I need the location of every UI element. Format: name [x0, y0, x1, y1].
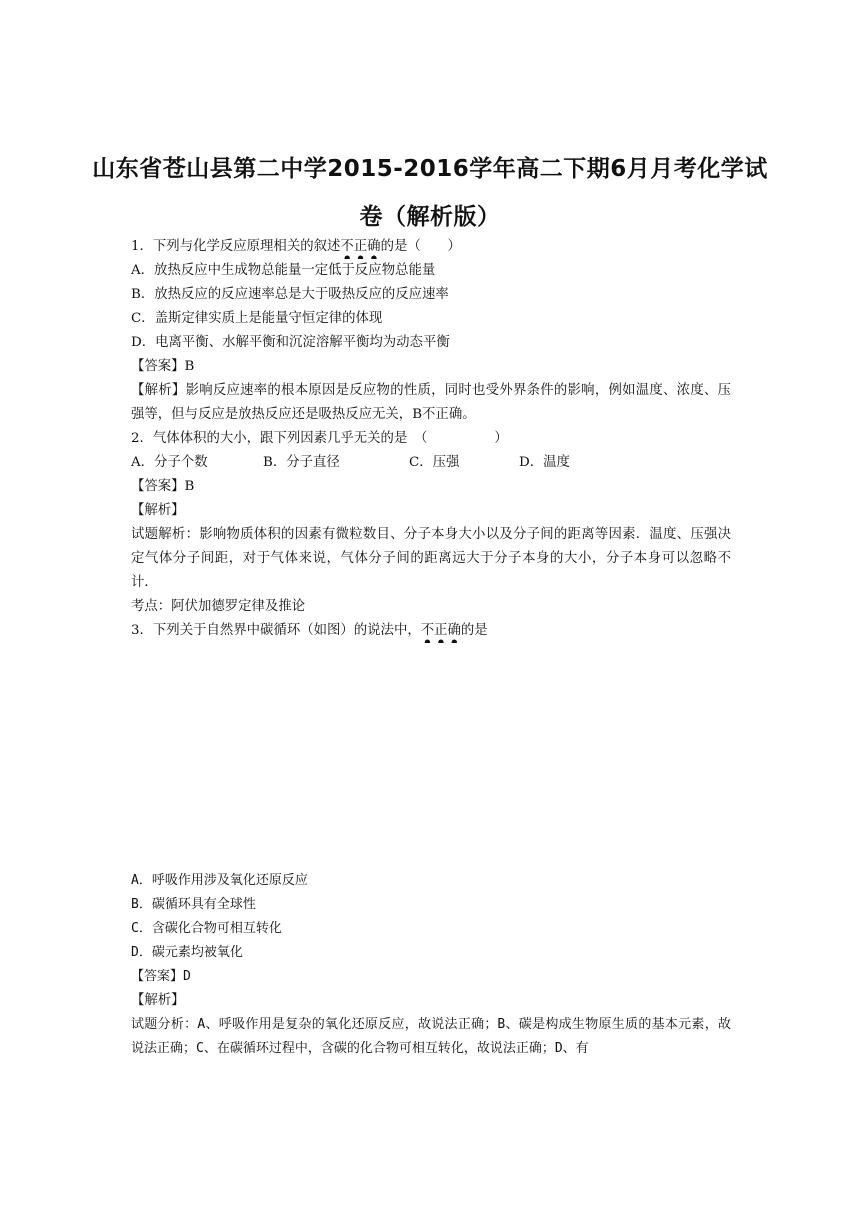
document-body [131, 235, 731, 1061]
q2-option-a: A．分子个数 [131, 455, 208, 470]
q2-option-b: B．分子直径 [263, 455, 340, 470]
q1-stem: 1．下列与化学反应原理相关的叙述不正确的是（ ） [131, 239, 461, 254]
q3-emphasis: 不正确 [420, 623, 461, 638]
q1-emphasis: 不正确 [340, 239, 381, 254]
q3-option-b: B．碳循环具有全球性 [131, 897, 256, 912]
q2-analysis: 试题解析：影响物质体积的因素有微粒数目、分子本身大小以及分子间的距离等因素．温度、压强决定气体分子间距，对于气体来说，气体分子间的距离远大于分子本身的大小，分子本身可以忽略不计． [131, 527, 731, 590]
q3-option-a: A．呼吸作用涉及氧化还原反应 [131, 873, 308, 888]
document-title-line2: 卷（解析版） [359, 204, 501, 230]
q2-option-c: C．压强 [409, 455, 460, 470]
q3-figure-blank [131, 643, 731, 869]
q2-stem: 2．气体体积的大小，跟下列因素几乎无关的是 （ ） [131, 431, 508, 446]
q2-analysis-label: 【解析】 [131, 503, 185, 518]
document-title-line1: 山东省苍山县第二中学2015-2016学年高二下期6月月考化学试 [92, 156, 768, 182]
q2-kaodian: 考点：阿伏加德罗定律及推论 [131, 599, 306, 614]
q1-option-b: B．放热反应的反应速率总是大于吸热反应的反应速率 [131, 287, 449, 302]
q3-option-d: D．碳元素均被氧化 [131, 945, 243, 960]
q3-analysis: 试题分析：A、呼吸作用是复杂的氧化还原反应，故说法正确；B、碳是构成生物原生质的基本元素，故说法正确；C、在碳循环过程中，含碳的化合物可相互转化，故说法正确；D、有 [131, 1017, 731, 1056]
q1-option-c: C．盖斯定律实质上是能量守恒定律的体现 [131, 311, 383, 326]
q2-answer: 【答案】B [131, 479, 195, 494]
q3-analysis-label: 【解析】 [131, 993, 185, 1008]
q1-option-a: A．放热反应中生成物总能量一定低于反应物总能量 [131, 263, 436, 278]
q2-options [131, 451, 731, 475]
q2-option-d: D．温度 [519, 455, 570, 470]
q3-answer: 【答案】D [131, 969, 191, 984]
q1-answer: 【答案】B [131, 359, 195, 374]
q3-stem: 3．下列关于自然界中碳循环（如图）的说法中，不正确的是 [131, 623, 488, 638]
q1-analysis: 【解析】影响反应速率的根本原因是反应物的性质，同时也受外界条件的影响，例如温度、浓度、压强等，但与反应是放热反应还是吸热反应无关，B不正确。 [131, 383, 731, 422]
q1-option-d: D．电离平衡、水解平衡和沉淀溶解平衡均为动态平衡 [131, 335, 450, 350]
q3-option-c: C．含碳化合物可相互转化 [131, 921, 282, 936]
